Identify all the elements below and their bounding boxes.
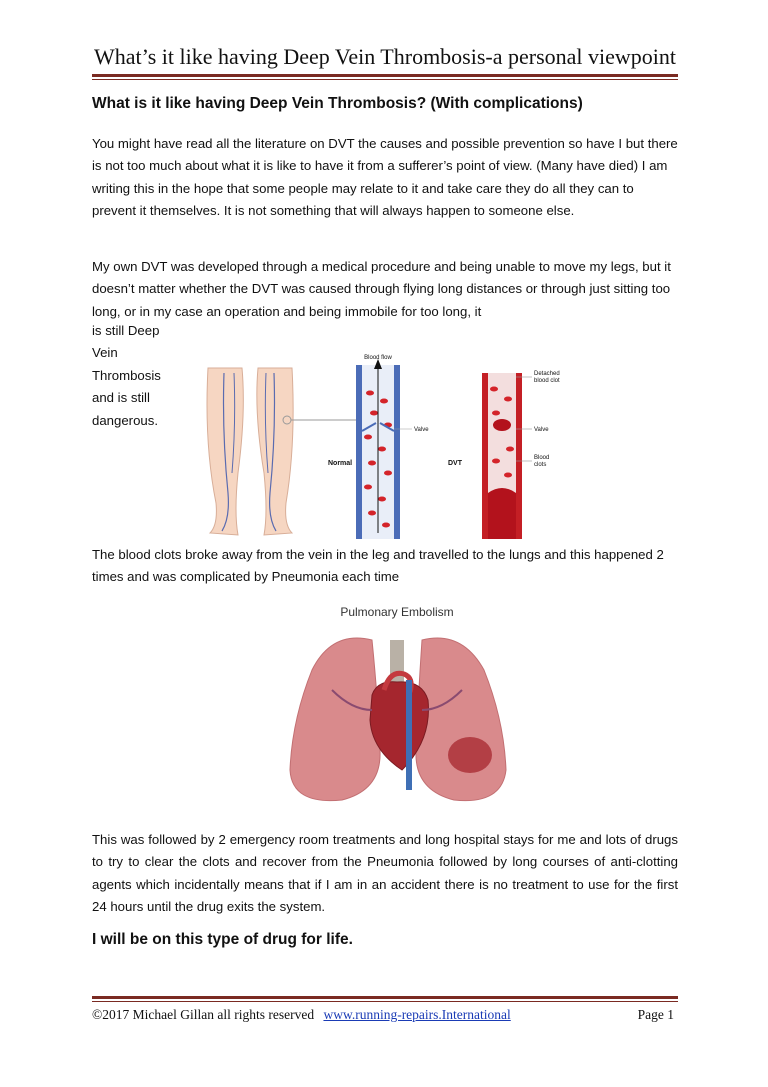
footer-rule-thick [92, 996, 678, 999]
paragraph-cause-wrap: is still Deep Vein Thrombosis and is still dangerous. [92, 323, 161, 428]
dvt-illustration [198, 353, 570, 541]
page-header-title: What’s it like having Deep Vein Thrombosis-a personal viewpoint [93, 44, 677, 69]
footer-rule-thin [92, 1001, 678, 1002]
header-rule-thin [92, 79, 678, 80]
normal-label: Normal [328, 460, 353, 467]
dvt-vein-image [448, 371, 560, 539]
paragraph-treatment: This was followed by 2 emergency room treatments and long hospital stays for me and lots of drugs to try to clear the clots and recover from the Pneumonia followed by long courses of anti-clotting agents which incidentally means that if I am in an accident there is no treatment to use for the first 24 hours until the drug exits the system. [92, 832, 678, 915]
pulmonary-embolism-illustration [272, 600, 522, 815]
right-lung-image [416, 638, 506, 801]
paragraph-clots: The blood clots broke away from the vein in the leg and travelled to the lungs and this happened 2 times and was complicated by Pneumonia each time [92, 547, 664, 585]
footer-website-link[interactable]: www.running-repairs.International [323, 1007, 511, 1022]
footer [92, 1007, 678, 1023]
valve-label-normal: Valve [414, 427, 429, 433]
page-number: Page 1 [637, 1007, 674, 1022]
dvt-label: DVT [448, 460, 462, 467]
vena-cava-image [406, 680, 412, 790]
legs-image [207, 368, 358, 535]
pulmonary-embolism-title: Pulmonary Embolism [340, 605, 454, 619]
article-heading: What is it like having Deep Vein Thrombosis? (With complications) [92, 95, 583, 112]
header-rule-thick [92, 74, 678, 77]
paragraph-cause: My own DVT was developed through a medical procedure and being unable to move my legs, but it doesn’t matter whether the DVT was caused through flying long distances or through just sitting too long, or in my case an operation and being immobile for too long, it [92, 259, 671, 319]
left-lung-image [290, 638, 380, 801]
closing-statement: I will be on this type of drug for life. [92, 931, 353, 948]
blood-clots-label-2: clots [534, 462, 547, 468]
valve-label-dvt: Valve [534, 427, 549, 433]
detached-clot-label-1: Detached [534, 371, 560, 377]
footer-copyright: ©2017 Michael Gillan all rights reserved [92, 1007, 315, 1022]
detached-clot-label-2: blood clot [534, 378, 560, 384]
paragraph-intro: You might have read all the literature on DVT the causes and possible prevention so have I but there is not too much about what it is like to have it from a sufferer’s point of view. (Many have died) I am writing this in the hope that some people may relate to it and take care they do all they can to prevent it themselves. It is not something that will always happen to someone else. [92, 136, 678, 219]
normal-vein-image [328, 355, 429, 539]
embolism-area [448, 737, 492, 773]
blood-flow-label: Blood flow [364, 355, 392, 361]
blood-clots-label-1: Blood [534, 455, 550, 461]
